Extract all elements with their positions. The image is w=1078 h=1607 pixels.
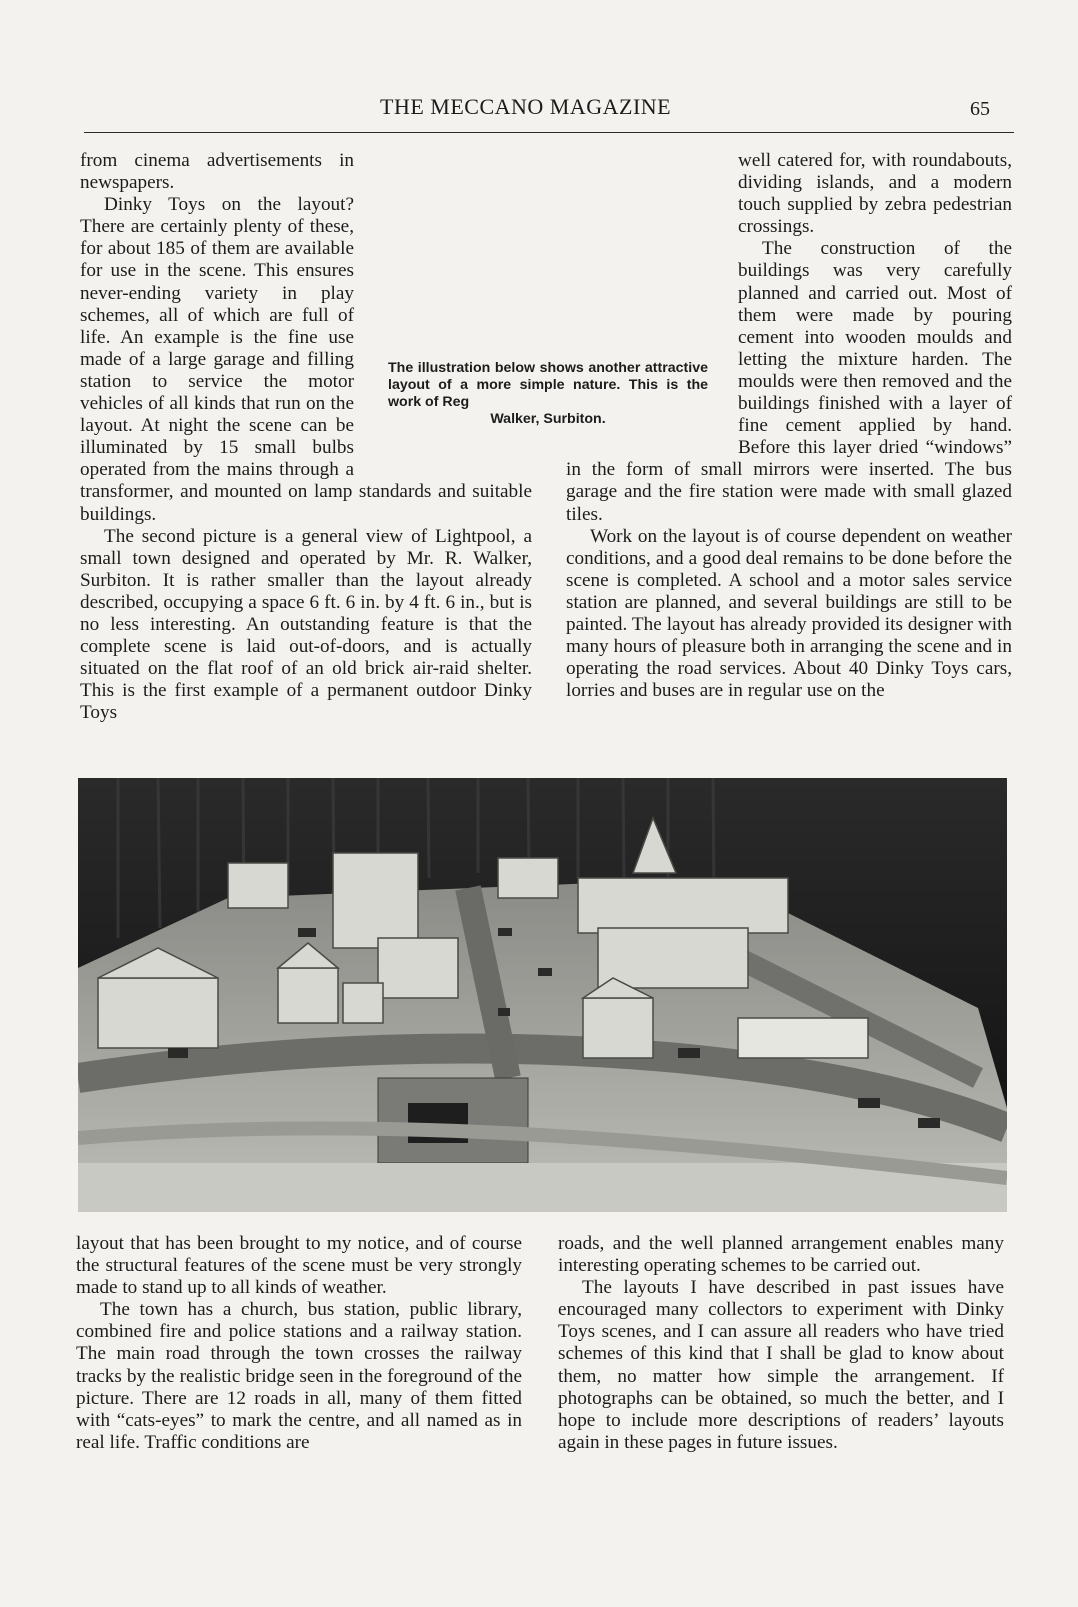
paragraph: The layouts I have described in past issues have encouraged many collectors to experiment with Dinky Toys scenes, and I can assure all readers who have tried schemes of this kind that I shall be glad to know about them, no matter how simple the arrangement. If photographs can be obtained, so much the better, and I hope to include more descriptions of readers’ layouts again in these pages in future issues.	[558, 1277, 1004, 1453]
caption-text: The illustration below shows another attractive layout of a more simple nature. This is the work of Reg	[388, 360, 708, 410]
paragraph: Work on the layout is of course dependent on weather conditions, and a good deal remains to be done before the scene is completed. A school and a motor sales service station are planned, and several buildings are still to be painted. The layout has already provided its designer with many hours of pleasure both in arranging the scene and in operating the road services. About 40 Dinky Toys cars, lorries and buses are in regular use on the	[566, 525, 1012, 702]
town-layout-image	[78, 778, 1007, 1212]
page-number: 65	[970, 98, 990, 120]
left-column-bottom	[76, 1233, 522, 1454]
paragraph: well catered for, with roundabouts, dividing islands, and a modern touch supplied by zebra pedestrian crossings.	[738, 150, 1012, 238]
running-header: THE MECCANO MAGAZINE	[380, 94, 672, 119]
right-column-bottom	[558, 1233, 1004, 1454]
caption-cutout	[566, 306, 738, 456]
paragraph: from cinema advertisements in newspapers.	[80, 150, 354, 194]
paragraph: The town has a church, bus station, public library, combined fire and police stations and a railway station. The main road through the town crosses the railway tracks by the realistic bridge seen in the foreground of the picture. There are 12 roads in all, many of them fitted with “cats-eyes” to mark the centre, and all named as in real life. Traffic conditions are	[76, 1299, 522, 1453]
paragraph: Dinky Toys on the layout? There are certainly plenty of these, for about 185 of them are available for use in the scene. This ensures never-ending variety in play schemes, all of which are full of life. An example is the fine use made of a large garage and filling station to service the motor vehicles of all kinds that run on the layout. At night the scene can be illuminated by 15 small bulbs operated from the mains through a transformer, and mounted on lamp standards and suitable buildings.	[80, 194, 532, 525]
paragraph: The second picture is a general view of Lightpool, a small town designed and operated by Mr. R. Walker, Surbiton. It is rather smaller than the layout already described, occupying a space 6 ft. 6 in. by 4 ft. 6 in., but is no less interesting. An outstanding feature is that the complete scene is laid out-of-doors, and is actually situated on the flat roof of an old brick air-raid shelter. This is the first example of a permanent outdoor Dinky Toys	[80, 525, 532, 724]
left-column-top	[80, 150, 532, 724]
paragraph: roads, and the well planned arrangement enables many interesting operating schemes to be carried out.	[558, 1233, 1004, 1277]
caption-credit: Walker, Surbiton.	[490, 411, 606, 427]
paragraph: The construction of the buildings was very carefully planned and carried out. Most of them were made by pouring cement into wooden moulds and letting the mixture harden. The moulds were then removed and the buildings finished with a layer of fine cement applied by hand. Before this layer dried “windows” in the form of small mirrors were inserted. The bus garage and the fire station were made with small glazed tiles.	[566, 238, 1012, 525]
paragraph: layout that has been brought to my notice, and of course the structural features of the scene must be very strongly made to stand up to all kinds of weather.	[76, 1233, 522, 1299]
layout-photograph	[78, 778, 1007, 1212]
right-column-top	[566, 150, 1012, 702]
header-rule	[84, 132, 1014, 133]
